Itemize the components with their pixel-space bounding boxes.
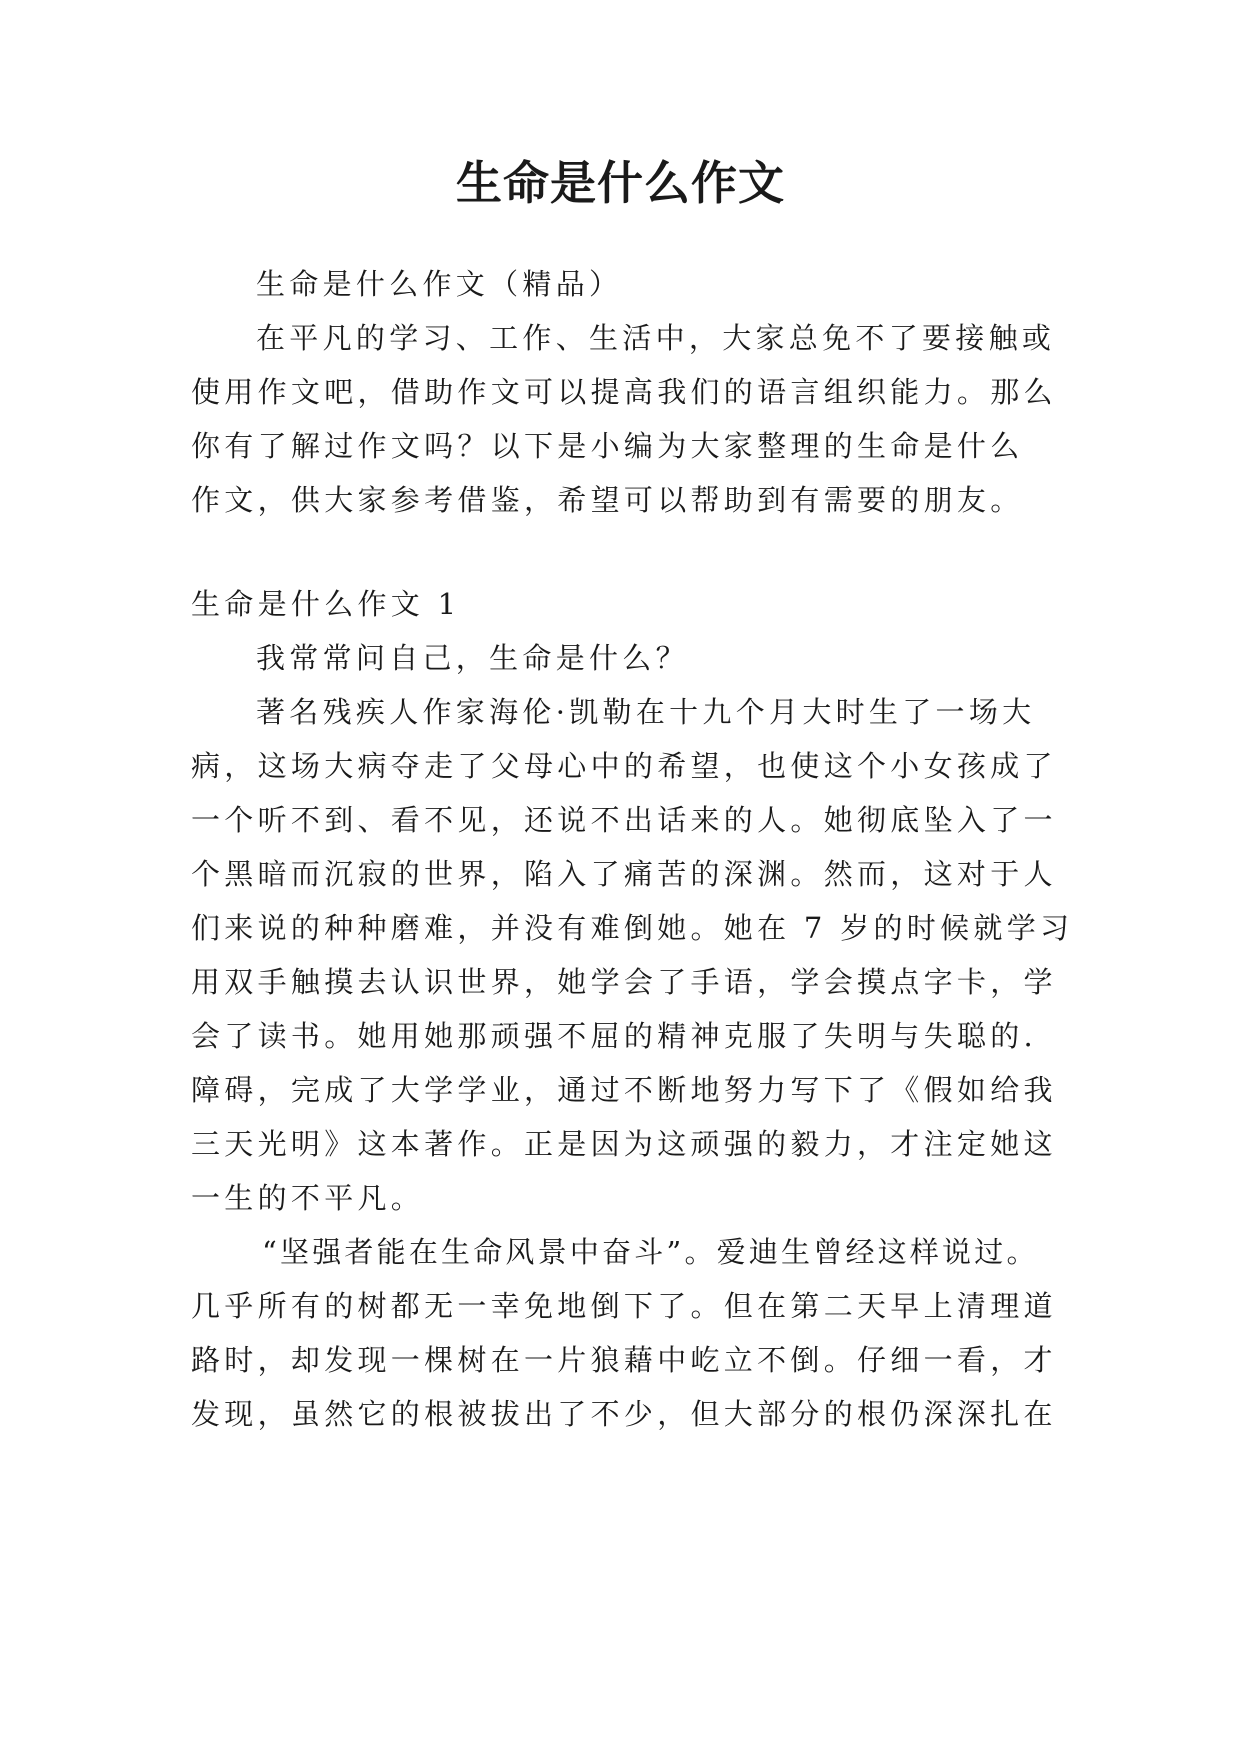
paragraph-line: 障碍，完成了大学学业，通过不断地努力写下了《假如给我 — [191, 1073, 1057, 1107]
document-title: 生命是什么作文 — [456, 156, 785, 210]
paragraph-line: 用双手触摸去认识世界，她学会了手语，学会摸点字卡，学 — [191, 965, 1057, 999]
paragraph-line: 一生的不平凡。 — [191, 1181, 425, 1215]
paragraph-line: 病，这场大病夺走了父母心中的希望，也使这个小女孩成了 — [191, 749, 1057, 783]
paragraph-line: 会了读书。她用她那顽强不屈的精神克服了失明与失聪的. — [191, 1019, 1038, 1053]
paragraph-line: 几乎所有的树都无一幸免地倒下了。但在第二天早上清理道 — [191, 1289, 1057, 1323]
intro-line: 作文，供大家参考借鉴，希望可以帮助到有需要的朋友。 — [191, 483, 1024, 517]
paragraph-line: 发现，虽然它的根被拔出了不少，但大部分的根仍深深扎在 — [191, 1397, 1057, 1431]
intro-line: 你有了解过作文吗？以下是小编为大家整理的生命是什么 — [191, 429, 1024, 463]
paragraph-line: 著名残疾人作家海伦·凯勒在十九个月大时生了一场大 — [256, 695, 1036, 729]
paragraph-line: 一个听不到、看不见，还说不出话来的人。她彻底坠入了一 — [191, 803, 1057, 837]
paragraph-line: 路时，却发现一棵树在一片狼藉中屹立不倒。仔细一看，才 — [191, 1343, 1057, 1377]
intro-line: 使用作文吧，借助作文可以提高我们的语言组织能力。那么 — [191, 375, 1057, 409]
paragraph-line: 三天光明》这本著作。正是因为这顽强的毅力，才注定她这 — [191, 1127, 1057, 1161]
paragraph-line: 个黑暗而沉寂的世界，陷入了痛苦的深渊。然而，这对于人 — [191, 857, 1057, 891]
paragraph-line: 们来说的种种磨难，并没有难倒她。她在 7 岁的时候就学习 — [191, 911, 1074, 945]
paragraph-line: 我常常问自己，生命是什么？ — [256, 641, 689, 675]
document-subtitle: 生命是什么作文（精品） — [256, 267, 623, 301]
paragraph-line: “坚强者能在生命风景中奋斗”。爱迪生曾经这样说过。 — [262, 1235, 1039, 1269]
section-heading: 生命是什么作文 1 — [191, 587, 461, 621]
intro-line: 在平凡的学习、工作、生活中，大家总免不了要接触或 — [256, 321, 1056, 355]
